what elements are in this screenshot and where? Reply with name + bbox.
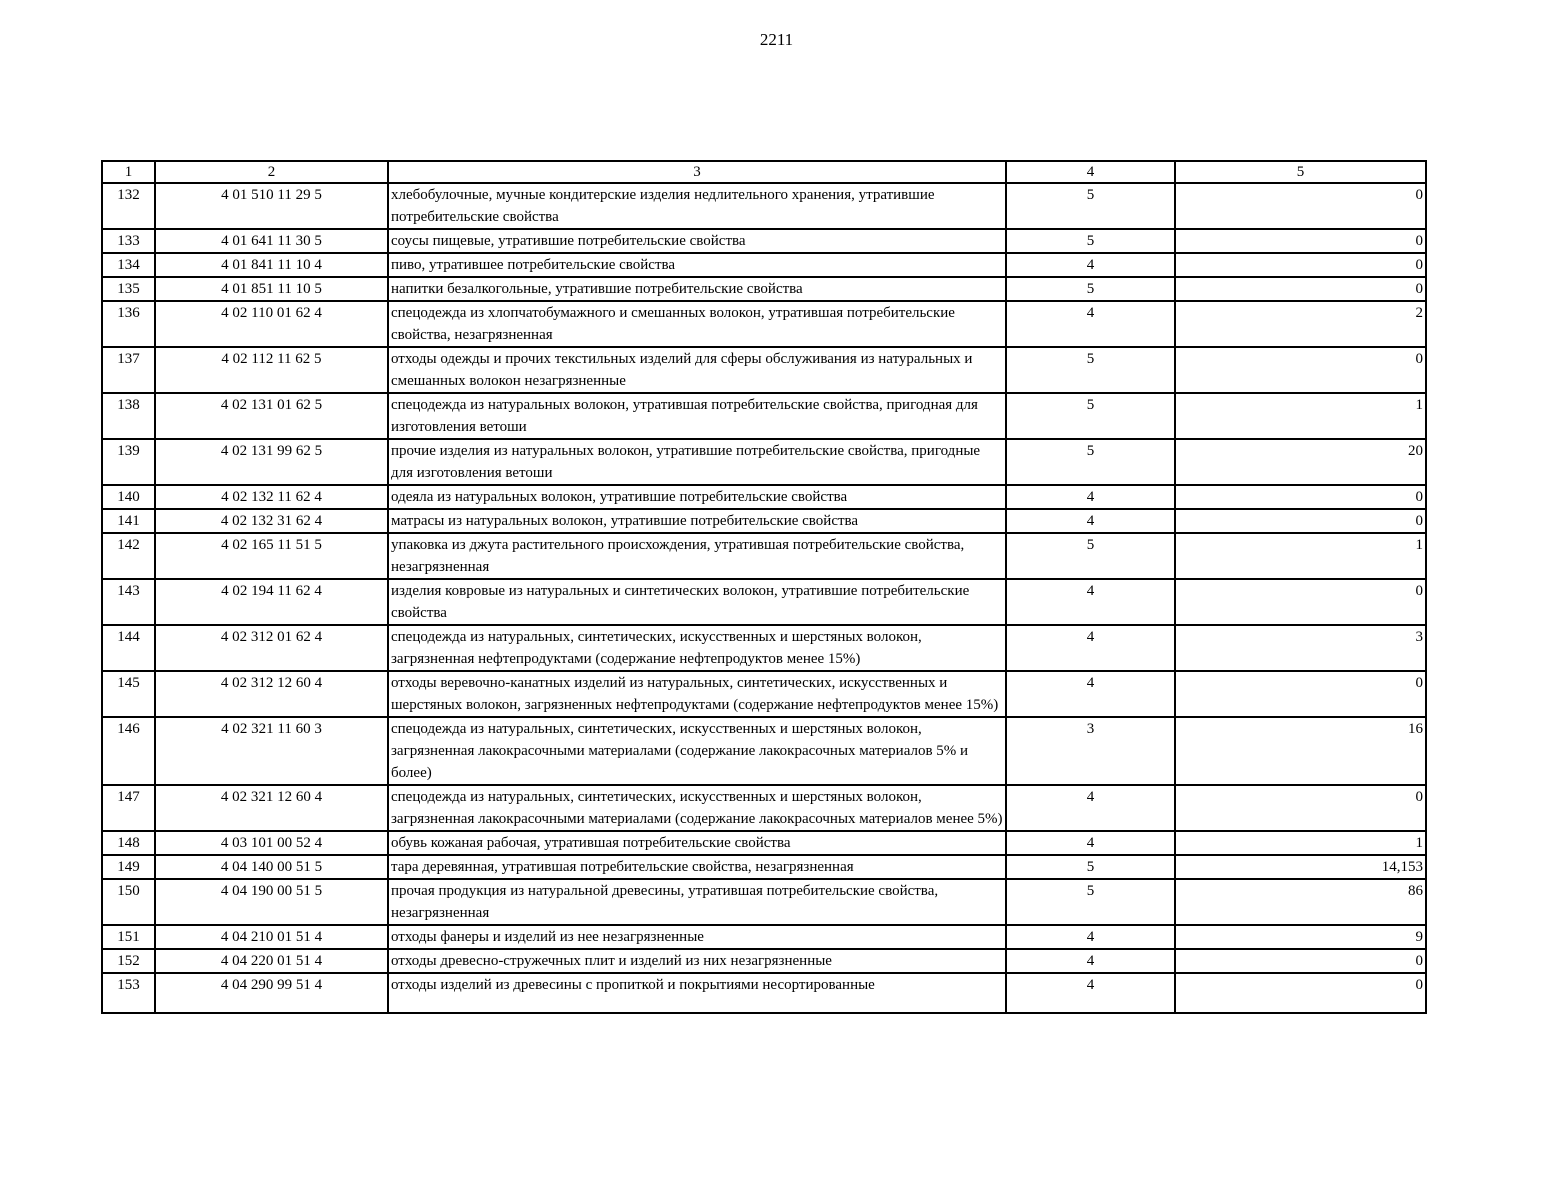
quantity-cell: 1 <box>1175 533 1426 579</box>
table-row <box>102 671 1426 717</box>
hazard-class-cell: 4 <box>1006 253 1175 277</box>
row-number-cell: 146 <box>102 717 155 785</box>
quantity-cell: 0 <box>1175 229 1426 253</box>
waste-code-cell: 4 02 194 11 62 4 <box>155 579 388 625</box>
hazard-class-cell: 5 <box>1006 347 1175 393</box>
waste-code-cell: 4 01 510 11 29 5 <box>155 183 388 229</box>
quantity-cell: 3 <box>1175 625 1426 671</box>
waste-name-cell: упаковка из джута растительного происхождения, утратившая потребительские свойства, незагрязненная <box>388 533 1006 579</box>
quantity-cell: 0 <box>1175 785 1426 831</box>
hazard-class-cell: 5 <box>1006 393 1175 439</box>
waste-name-cell: отходы веревочно-канатных изделий из натуральных, синтетических, искусственных и шерстяных волокон, загрязненных нефтепродуктами (содержание нефтепродуктов менее 15%) <box>388 671 1006 717</box>
hazard-class-cell: 5 <box>1006 855 1175 879</box>
waste-code-cell: 4 02 131 99 62 5 <box>155 439 388 485</box>
hazard-class-cell: 4 <box>1006 301 1175 347</box>
waste-name-cell: прочие изделия из натуральных волокон, утратившие потребительские свойства, пригодные для изготовления ветоши <box>388 439 1006 485</box>
column-header: 1 <box>102 161 155 183</box>
row-number-cell: 144 <box>102 625 155 671</box>
table-row <box>102 347 1426 393</box>
waste-code-cell: 4 04 140 00 51 5 <box>155 855 388 879</box>
hazard-class-cell: 4 <box>1006 831 1175 855</box>
waste-code-cell: 4 04 210 01 51 4 <box>155 925 388 949</box>
row-number-cell: 145 <box>102 671 155 717</box>
hazard-class-cell: 4 <box>1006 671 1175 717</box>
row-number-cell: 149 <box>102 855 155 879</box>
quantity-cell: 14,153 <box>1175 855 1426 879</box>
hazard-class-cell: 4 <box>1006 579 1175 625</box>
quantity-cell: 16 <box>1175 717 1426 785</box>
waste-code-cell: 4 02 110 01 62 4 <box>155 301 388 347</box>
waste-name-cell: отходы фанеры и изделий из нее незагрязненные <box>388 925 1006 949</box>
quantity-cell: 0 <box>1175 183 1426 229</box>
waste-code-cell: 4 02 131 01 62 5 <box>155 393 388 439</box>
row-number-cell: 148 <box>102 831 155 855</box>
waste-table <box>101 160 1427 1014</box>
waste-name-cell: спецодежда из натуральных волокон, утратившая потребительские свойства, пригодная для изготовления ветоши <box>388 393 1006 439</box>
waste-name-cell: одеяла из натуральных волокон, утратившие потребительские свойства <box>388 485 1006 509</box>
hazard-class-cell: 5 <box>1006 879 1175 925</box>
table-row <box>102 785 1426 831</box>
table-row <box>102 973 1426 1013</box>
hazard-class-cell: 3 <box>1006 717 1175 785</box>
hazard-class-cell: 4 <box>1006 509 1175 533</box>
quantity-cell: 86 <box>1175 879 1426 925</box>
waste-code-cell: 4 02 312 12 60 4 <box>155 671 388 717</box>
waste-name-cell: матрасы из натуральных волокон, утратившие потребительские свойства <box>388 509 1006 533</box>
waste-code-cell: 4 02 132 11 62 4 <box>155 485 388 509</box>
table-row <box>102 533 1426 579</box>
table-row <box>102 717 1426 785</box>
waste-code-cell: 4 04 190 00 51 5 <box>155 879 388 925</box>
waste-name-cell: хлебобулочные, мучные кондитерские изделия недлительного хранения, утратившие потребительские свойства <box>388 183 1006 229</box>
waste-name-cell: спецодежда из натуральных, синтетических, искусственных и шерстяных волокон, загрязненная нефтепродуктами (содержание нефтепродуктов менее 15%) <box>388 625 1006 671</box>
row-number-cell: 137 <box>102 347 155 393</box>
row-number-cell: 150 <box>102 879 155 925</box>
row-number-cell: 143 <box>102 579 155 625</box>
hazard-class-cell: 4 <box>1006 973 1175 1013</box>
waste-code-cell: 4 02 132 31 62 4 <box>155 509 388 533</box>
table-row <box>102 509 1426 533</box>
table-row <box>102 855 1426 879</box>
waste-name-cell: пиво, утратившее потребительские свойства <box>388 253 1006 277</box>
row-number-cell: 140 <box>102 485 155 509</box>
quantity-cell: 0 <box>1175 949 1426 973</box>
quantity-cell: 0 <box>1175 485 1426 509</box>
row-number-cell: 152 <box>102 949 155 973</box>
table-row <box>102 925 1426 949</box>
waste-name-cell: спецодежда из натуральных, синтетических, искусственных и шерстяных волокон, загрязненная лакокрасочными материалами (содержание лакокрасочных материалов 5% и более) <box>388 717 1006 785</box>
row-number-cell: 132 <box>102 183 155 229</box>
quantity-cell: 1 <box>1175 831 1426 855</box>
quantity-cell: 0 <box>1175 253 1426 277</box>
hazard-class-cell: 5 <box>1006 229 1175 253</box>
waste-name-cell: отходы изделий из древесины с пропиткой и покрытиями несортированные <box>388 973 1006 1013</box>
column-header: 3 <box>388 161 1006 183</box>
quantity-cell: 2 <box>1175 301 1426 347</box>
waste-code-cell: 4 02 112 11 62 5 <box>155 347 388 393</box>
table-row <box>102 879 1426 925</box>
table-row <box>102 579 1426 625</box>
waste-code-cell: 4 04 290 99 51 4 <box>155 973 388 1013</box>
row-number-cell: 139 <box>102 439 155 485</box>
waste-name-cell: обувь кожаная рабочая, утратившая потребительские свойства <box>388 831 1006 855</box>
waste-name-cell: изделия ковровые из натуральных и синтетических волокон, утратившие потребительские свойства <box>388 579 1006 625</box>
row-number-cell: 151 <box>102 925 155 949</box>
hazard-class-cell: 4 <box>1006 785 1175 831</box>
row-number-cell: 134 <box>102 253 155 277</box>
table-row <box>102 253 1426 277</box>
header-row <box>102 161 1426 183</box>
waste-code-cell: 4 01 841 11 10 4 <box>155 253 388 277</box>
table-row <box>102 485 1426 509</box>
waste-code-cell: 4 02 321 11 60 3 <box>155 717 388 785</box>
hazard-class-cell: 5 <box>1006 277 1175 301</box>
waste-code-cell: 4 03 101 00 52 4 <box>155 831 388 855</box>
waste-name-cell: тара деревянная, утратившая потребительские свойства, незагрязненная <box>388 855 1006 879</box>
column-header: 2 <box>155 161 388 183</box>
row-number-cell: 135 <box>102 277 155 301</box>
table-body <box>102 183 1426 1013</box>
table-row <box>102 949 1426 973</box>
column-header: 5 <box>1175 161 1426 183</box>
waste-name-cell: соусы пищевые, утратившие потребительские свойства <box>388 229 1006 253</box>
row-number-cell: 138 <box>102 393 155 439</box>
hazard-class-cell: 4 <box>1006 625 1175 671</box>
table-row <box>102 277 1426 301</box>
table-row <box>102 831 1426 855</box>
row-number-cell: 147 <box>102 785 155 831</box>
hazard-class-cell: 4 <box>1006 485 1175 509</box>
table-row <box>102 229 1426 253</box>
row-number-cell: 141 <box>102 509 155 533</box>
quantity-cell: 0 <box>1175 277 1426 301</box>
quantity-cell: 9 <box>1175 925 1426 949</box>
hazard-class-cell: 5 <box>1006 533 1175 579</box>
waste-code-cell: 4 02 165 11 51 5 <box>155 533 388 579</box>
table-row <box>102 183 1426 229</box>
column-header: 4 <box>1006 161 1175 183</box>
waste-name-cell: прочая продукция из натуральной древесины, утратившая потребительские свойства, незагрязненная <box>388 879 1006 925</box>
quantity-cell: 0 <box>1175 509 1426 533</box>
page-number: 2211 <box>759 30 794 49</box>
hazard-class-cell: 4 <box>1006 925 1175 949</box>
waste-name-cell: спецодежда из натуральных, синтетических, искусственных и шерстяных волокон, загрязненная лакокрасочными материалами (содержание лакокрасочных материалов менее 5%) <box>388 785 1006 831</box>
waste-code-cell: 4 02 321 12 60 4 <box>155 785 388 831</box>
row-number-cell: 136 <box>102 301 155 347</box>
row-number-cell: 142 <box>102 533 155 579</box>
hazard-class-cell: 5 <box>1006 183 1175 229</box>
quantity-cell: 0 <box>1175 671 1426 717</box>
quantity-cell: 0 <box>1175 579 1426 625</box>
waste-name-cell: спецодежда из хлопчатобумажного и смешанных волокон, утратившая потребительские свойства, незагрязненная <box>388 301 1006 347</box>
waste-code-cell: 4 01 851 11 10 5 <box>155 277 388 301</box>
quantity-cell: 0 <box>1175 973 1426 1013</box>
table-row <box>102 393 1426 439</box>
waste-name-cell: напитки безалкогольные, утратившие потребительские свойства <box>388 277 1006 301</box>
waste-name-cell: отходы одежды и прочих текстильных изделий для сферы обслуживания из натуральных и смешанных волокон незагрязненные <box>388 347 1006 393</box>
waste-code-cell: 4 01 641 11 30 5 <box>155 229 388 253</box>
table-row <box>102 625 1426 671</box>
hazard-class-cell: 4 <box>1006 949 1175 973</box>
row-number-cell: 133 <box>102 229 155 253</box>
quantity-cell: 0 <box>1175 347 1426 393</box>
quantity-cell: 1 <box>1175 393 1426 439</box>
quantity-cell: 20 <box>1175 439 1426 485</box>
waste-code-cell: 4 04 220 01 51 4 <box>155 949 388 973</box>
waste-name-cell: отходы древесно-стружечных плит и изделий из них незагрязненные <box>388 949 1006 973</box>
hazard-class-cell: 5 <box>1006 439 1175 485</box>
waste-code-cell: 4 02 312 01 62 4 <box>155 625 388 671</box>
row-number-cell: 153 <box>102 973 155 1013</box>
table-row <box>102 439 1426 485</box>
table-row <box>102 301 1426 347</box>
